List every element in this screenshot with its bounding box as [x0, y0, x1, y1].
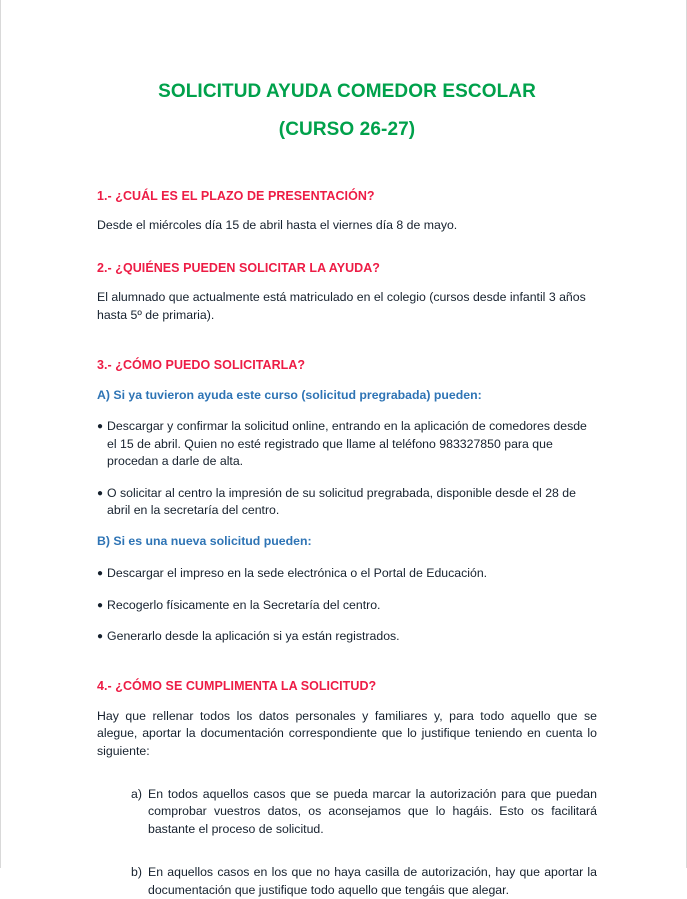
list-item	[97, 786, 597, 838]
document-content	[97, 0, 597, 899]
spacer	[97, 645, 597, 678]
list-item-text: Descargar y confirmar la solicitud online, entrando en la aplicación de comedores desde el 15 de abril. Quien no esté registrado que llame al teléfono 983327850 para que procedan a darle de alta.	[107, 419, 587, 469]
list-item-text: O solicitar al centro la impresión de su solicitud pregrabada, disponible desde el 28 de abril en la secretaría del centro.	[107, 485, 576, 518]
section-4-paragraph: Hay que rellenar todos los datos personales y familiares y, para todo aquello que se alegue, aportar la documentación correspondiente que lo justifique teniendo en cuenta lo siguiente:	[97, 708, 597, 758]
spacer	[97, 276, 597, 289]
spacer	[97, 324, 597, 357]
list-item	[97, 597, 597, 614]
spacer	[97, 614, 597, 628]
bullet-icon: ●	[97, 421, 104, 433]
list-item	[97, 565, 597, 582]
section-1-heading: 1.- ¿CUÁL ES EL PLAZO DE PRESENTACIÓN?	[97, 188, 375, 203]
spacer	[97, 519, 597, 533]
spacer	[97, 204, 597, 217]
list-item-text: Descargar el impreso en la sede electrónica o el Portal de Educación.	[107, 566, 488, 581]
document-title-line-2: (CURSO 26-27)	[278, 118, 416, 140]
bullet-icon: ●	[97, 487, 104, 499]
list-item-marker: a)	[131, 787, 142, 802]
spacer	[97, 838, 597, 864]
spacer	[97, 583, 597, 597]
section-1-paragraph: Desde el miércoles día 15 de abril hasta el viernes día 8 de mayo.	[97, 217, 458, 232]
list-item	[97, 864, 597, 899]
spacer	[97, 760, 597, 786]
section-4-heading: 4.- ¿CÓMO SE CUMPLIMENTA LA SOLICITUD?	[97, 679, 377, 694]
list-item-marker: b)	[131, 865, 142, 880]
spacer	[97, 695, 597, 708]
list-item	[97, 628, 597, 645]
section-3-heading: 3.- ¿CÓMO PUEDO SOLICITARLA?	[97, 358, 306, 373]
spacer	[97, 471, 597, 485]
list-item-text: En aquellos casos en los que no haya casilla de autorización, hay que aportar la documentación que justifique todo aquello que tengáis que alegar.	[148, 865, 597, 897]
section-3-subheading-b: B) Si es una nueva solicitud pueden:	[97, 534, 312, 549]
section-3-subheading-a: A) Si ya tuvieron ayuda este curso (solicitud pregrabada) pueden:	[97, 387, 482, 402]
spacer	[97, 234, 597, 260]
spacer	[97, 142, 597, 188]
section-4-list	[97, 786, 597, 899]
document-title-line-1: SOLICITUD AYUDA COMEDOR ESCOLAR	[158, 81, 536, 102]
section-2-paragraph: El alumnado que actualmente está matriculado en el colegio (cursos desde infantil 3 años hasta 5º de primaria).	[97, 290, 586, 322]
bullet-icon: ●	[97, 599, 104, 611]
spacer	[97, 550, 597, 565]
spacer	[97, 403, 597, 418]
list-item	[97, 485, 597, 520]
spacer	[97, 374, 597, 387]
section-2-heading: 2.- ¿QUIÉNES PUEDEN SOLICITAR LA AYUDA?	[97, 261, 380, 276]
list-item	[97, 418, 597, 470]
list-item-text: Generarlo desde la aplicación si ya están registrados.	[107, 628, 400, 643]
list-item-text: En todos aquellos casos que se pueda marcar la autorización para que puedan comprobar vuestros datos, os aconsejamos que lo hagáis. Esto os facilitará bastante el proceso de solicitud.	[148, 787, 597, 836]
list-item-text: Recogerlo físicamente en la Secretaría del centro.	[107, 597, 381, 612]
bullet-icon: ●	[97, 568, 104, 580]
bullet-icon: ●	[97, 630, 104, 642]
